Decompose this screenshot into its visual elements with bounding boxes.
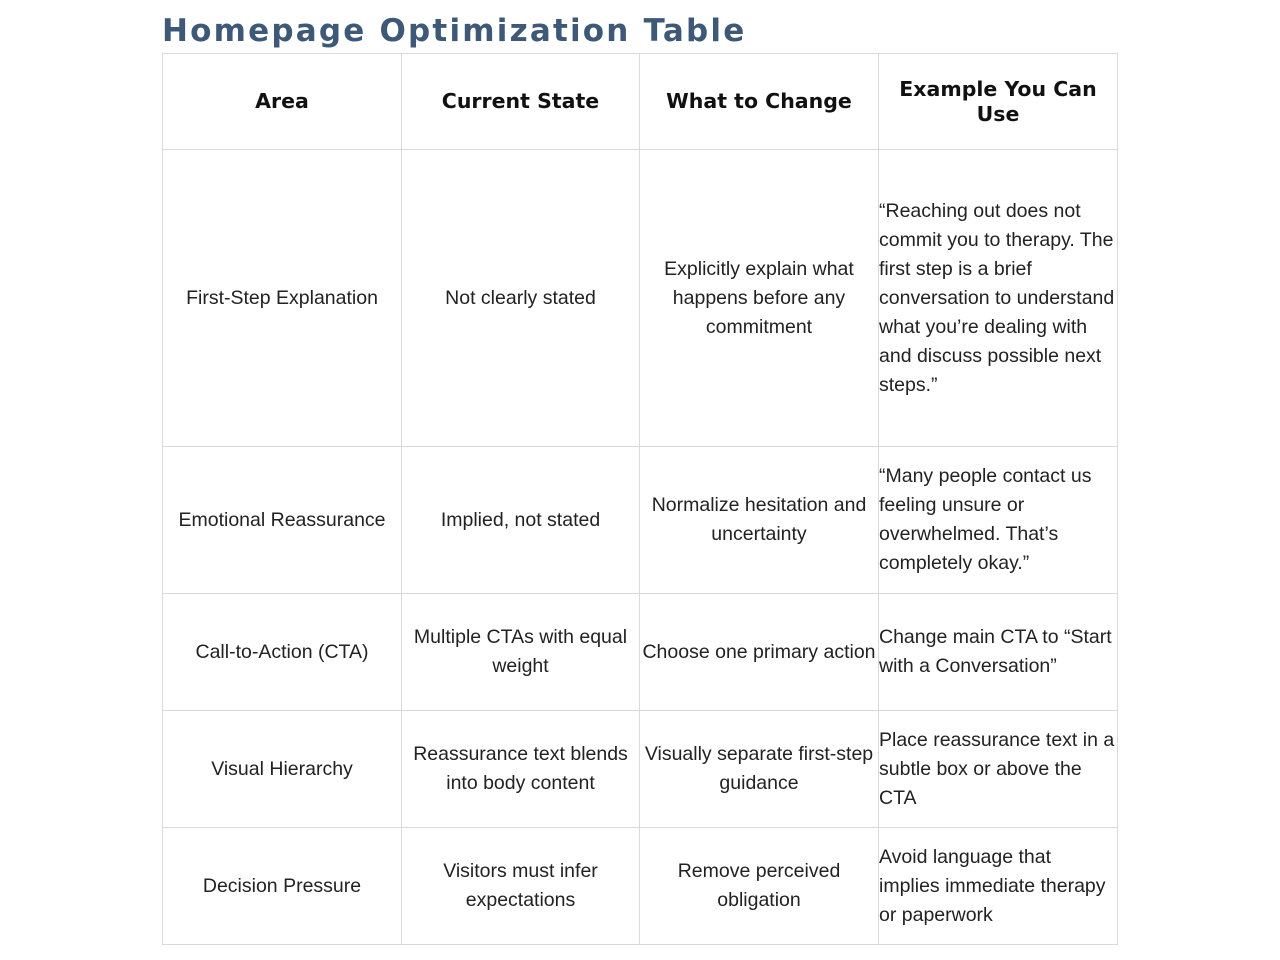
table-header-row [163, 54, 1118, 150]
example-cell: Place reassurance text in a subtle box or above the CTA [879, 711, 1118, 828]
what-to-change-cell: Visually separate first-step guidance [640, 711, 879, 828]
column-header-current-state: Current State [402, 54, 640, 150]
table-row [163, 711, 1118, 828]
what-to-change-cell: Choose one primary action [640, 594, 879, 711]
page-title: Homepage Optimization Table [162, 13, 747, 49]
table-row [163, 828, 1118, 945]
example-cell: “Many people contact us feeling unsure or overwhelmed. That’s completely okay.” [879, 447, 1118, 594]
column-header-area: Area [163, 54, 402, 150]
table-row [163, 594, 1118, 711]
what-to-change-cell: Explicitly explain what happens before any commitment [640, 150, 879, 447]
what-to-change-cell: Remove perceived obligation [640, 828, 879, 945]
current-state-cell: Multiple CTAs with equal weight [402, 594, 640, 711]
table-row [163, 150, 1118, 447]
current-state-cell: Reassurance text blends into body content [402, 711, 640, 828]
column-header-example: Example You Can Use [879, 54, 1118, 150]
optimization-table [162, 53, 1118, 945]
area-cell: Call-to-Action (CTA) [163, 594, 402, 711]
example-cell: Avoid language that implies immediate therapy or paperwork [879, 828, 1118, 945]
column-header-what-to-change: What to Change [640, 54, 879, 150]
example-cell: “Reaching out does not commit you to therapy. The first step is a brief conversation to understand what you’re dealing with and discuss possible next steps.” [879, 150, 1118, 447]
current-state-cell: Not clearly stated [402, 150, 640, 447]
current-state-cell: Visitors must infer expectations [402, 828, 640, 945]
area-cell: First-Step Explanation [163, 150, 402, 447]
area-cell: Emotional Reassurance [163, 447, 402, 594]
area-cell: Visual Hierarchy [163, 711, 402, 828]
page [162, 10, 1118, 945]
what-to-change-cell: Normalize hesitation and uncertainty [640, 447, 879, 594]
current-state-cell: Implied, not stated [402, 447, 640, 594]
table-row [163, 447, 1118, 594]
area-cell: Decision Pressure [163, 828, 402, 945]
example-cell: Change main CTA to “Start with a Conversation” [879, 594, 1118, 711]
